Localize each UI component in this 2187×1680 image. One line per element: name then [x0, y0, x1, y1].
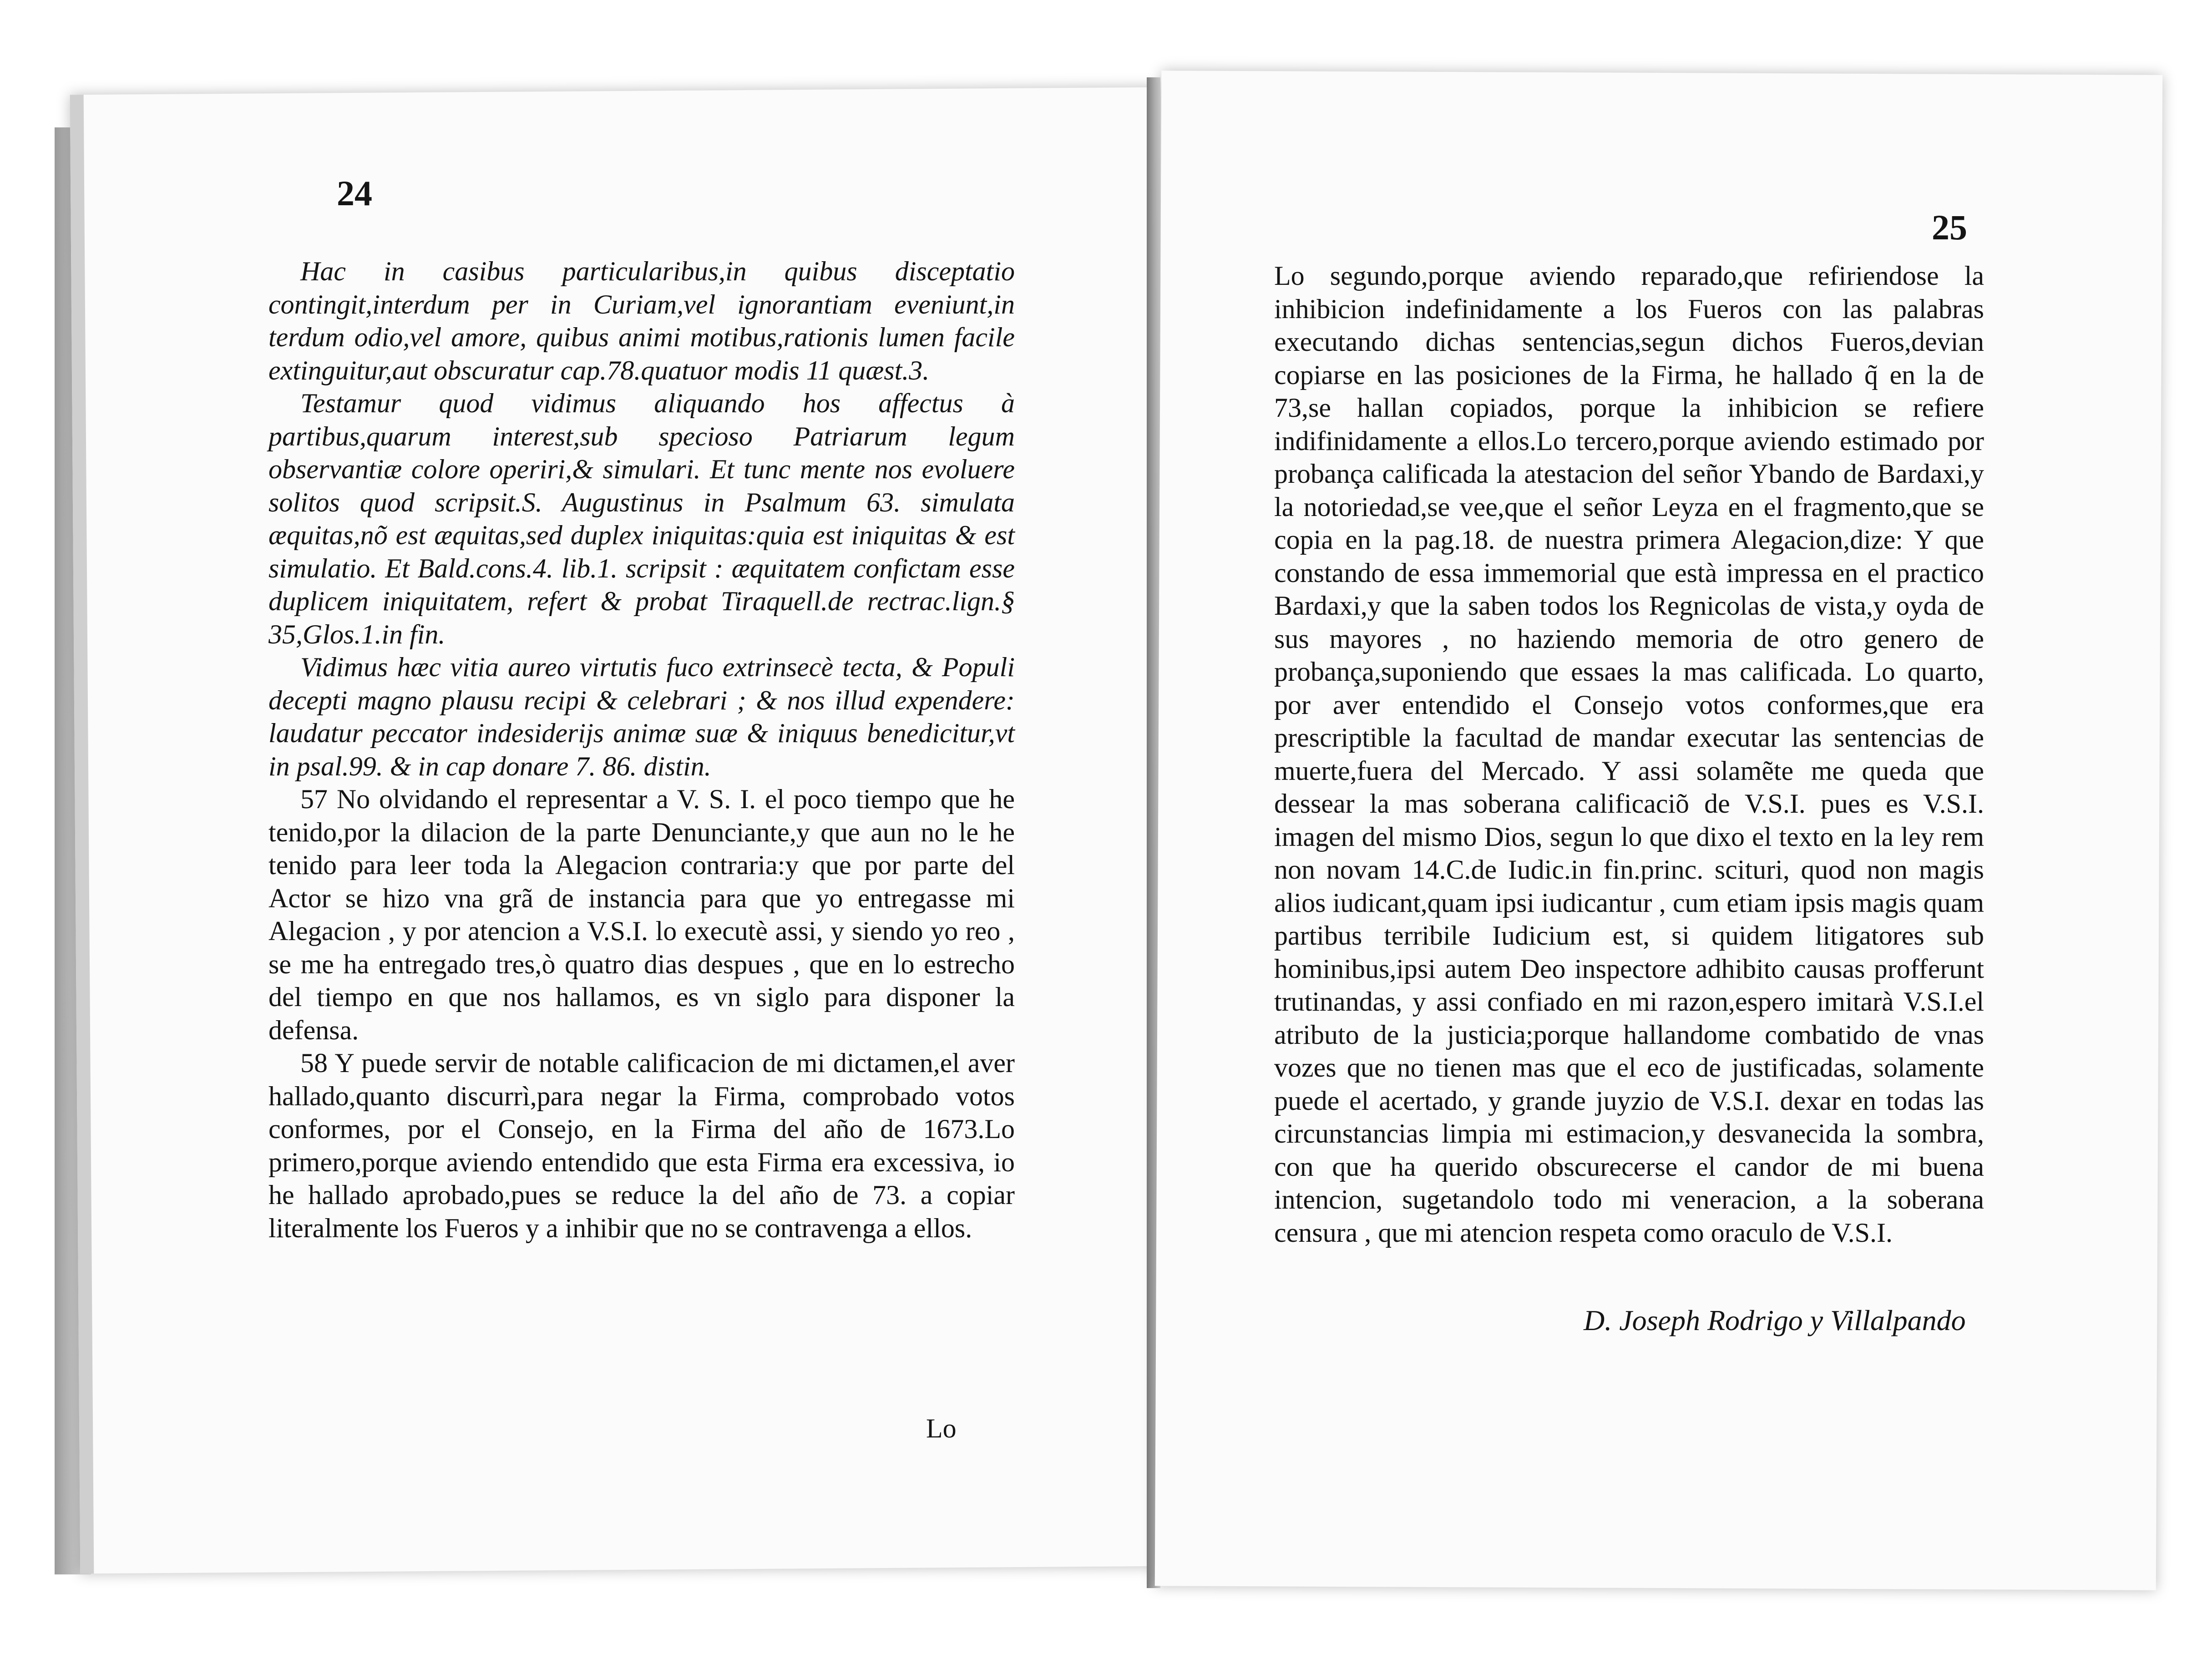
body-paragraph: Lo segundo,porque aviendo reparado,que refiriendose la inhibicion indefinidamente a los Fueros con las palabras executando dichas sentencias,segun dichos Fueros,devian copiarse en las posiciones de la Firma, he hallado q̃ en la de 73,se hallan copiados, porque la inhibicion se refiere indifinidamente a ellos.Lo tercero,porque aviendo estimado por probança calificada la atestacion del señor Ybando de Bardaxi,y la notoriedad,se vee,que el señor Leyza en el fragmento,que se copia en la pag.18. de nuestra primera Alegacion,dize: Y que constando de essa immemorial que està impressa en el practico Bardaxi,y que la saben todos los Regnicolas de vista,y oyda de sus mayores , no haziendo memoria de otro genero de probança,suponiendo que essaes la mas calificada. Lo quarto, por aver entendido el Consejo votos conformes,que era prescriptible la facultad de mandar executar las sentencias de muerte,fuera del Mercado. Y assi solamẽte me queda que dessear la mas soberana calificaciõ de V.S.I. pues es V.S.I. imagen del mismo Dios, segun lo que dixo el texto en la ley rem non novam 14.C.de Iudic.in fin.princ. scituri, quod non magis alios iudicant,quam ipsi iudicantur , cum etiam ipsis magis quam partibus terribile Iudicium est, si quidem litigatores sub hominibus,ipsi autem Deo inspectore adhibito causas profferunt trutinandas, y assi confiado en mi razon,espero imitarà V.S.I.el atributo de la justicia;porque hallandome combatido de vnas vozes que no tienen mas que el eco de justificadas, solamente puede el acertado, y grande juyzio de V.S.I. dexar en todas las circunstancias limpia mi estimacion,y desvanecida la sombra, con que ha querido obscurecerse el candor de mi buena intencion, sugetandolo todo mi veneracion, a la soberana censura , que mi atencion respeta como oraculo de V.S.I.: [1274, 261, 1984, 1248]
catchword: Lo: [926, 1413, 957, 1443]
latin-paragraph: Hac in casibus particularibus,in quibus disceptatio contingit,interdum per in Curiam,vel ignorantiam eveniunt,in terdum odio,vel amore, quibus animi motibus,rationis lumen facile extinguitur,aut obscuratur cap.78.quatuor modis 11 quæst.3.: [268, 256, 1015, 385]
page-number-right: 25: [1932, 207, 1967, 247]
latin-paragraph: Testamur quod vidimus aliquando hos affectus à partibus,quarum interest,sub specioso Patriarum legum observantiæ colore operiri,& simulari. Et tunc mente nos evoluere solitos quod scripsit.S. Augustinus in Psalmum 63. simulata æquitas,nõ est æquitas,sed duplex iniquitas:quia est iniquitas & est simulatio. Et Bald.cons.4. lib.1. scripsit : æquitatem confictam esse duplicem iniquitatem, refert & probat Tiraquell.de rectrac.lign.§ 35,Glos.1.in fin.: [268, 388, 1015, 649]
page-number-left: 24: [337, 173, 372, 213]
left-page-text: [268, 255, 1015, 1245]
latin-paragraph: Vidimus hæc vitia aureo virtutis fuco extrinsecè tecta, & Populi decepti magno plausu recipi & celebrari ; & nos illud expendere: laudatur peccator indesiderijs animæ suæ & iniquus benedicitur,vt in psal.99. & in cap donare 7. 86. distin.: [268, 652, 1015, 781]
signature: D. Joseph Rodrigo y Villalpando: [1584, 1304, 1966, 1336]
right-page-text: [1274, 259, 1984, 1249]
paragraph-58: 58 Y puede servir de notable calificacion de mi dictamen,el aver hallado,quanto discurrì,para negar la Firma, comprobado votos conformes, por el Consejo, en la Firma del año de 1673.Lo primero,porque aviendo entendido que esta Firma era excessiva, io he hallado aprobado,pues se reduce la del año de 73. a copiar literalmente los Fueros y a inhibir que no se contravenga a ellos.: [268, 1048, 1015, 1243]
paragraph-57: 57 No olvidando el representar a V. S. I. el poco tiempo que he tenido,por la dilacion de la parte Denunciante,y que aun no le he tenido para leer toda la Alegacion contraria:y que por parte del Actor se hizo vna grã de instancia para que yo entregasse mi Alegacion , y por atencion a V.S.I. lo executè assi, y siendo yo reo , se me ha entregado tres,ò quatro dias despues , que en lo estrecho del tiempo en que nos hallamos, es vn siglo para disponer la defensa.: [268, 784, 1015, 1045]
